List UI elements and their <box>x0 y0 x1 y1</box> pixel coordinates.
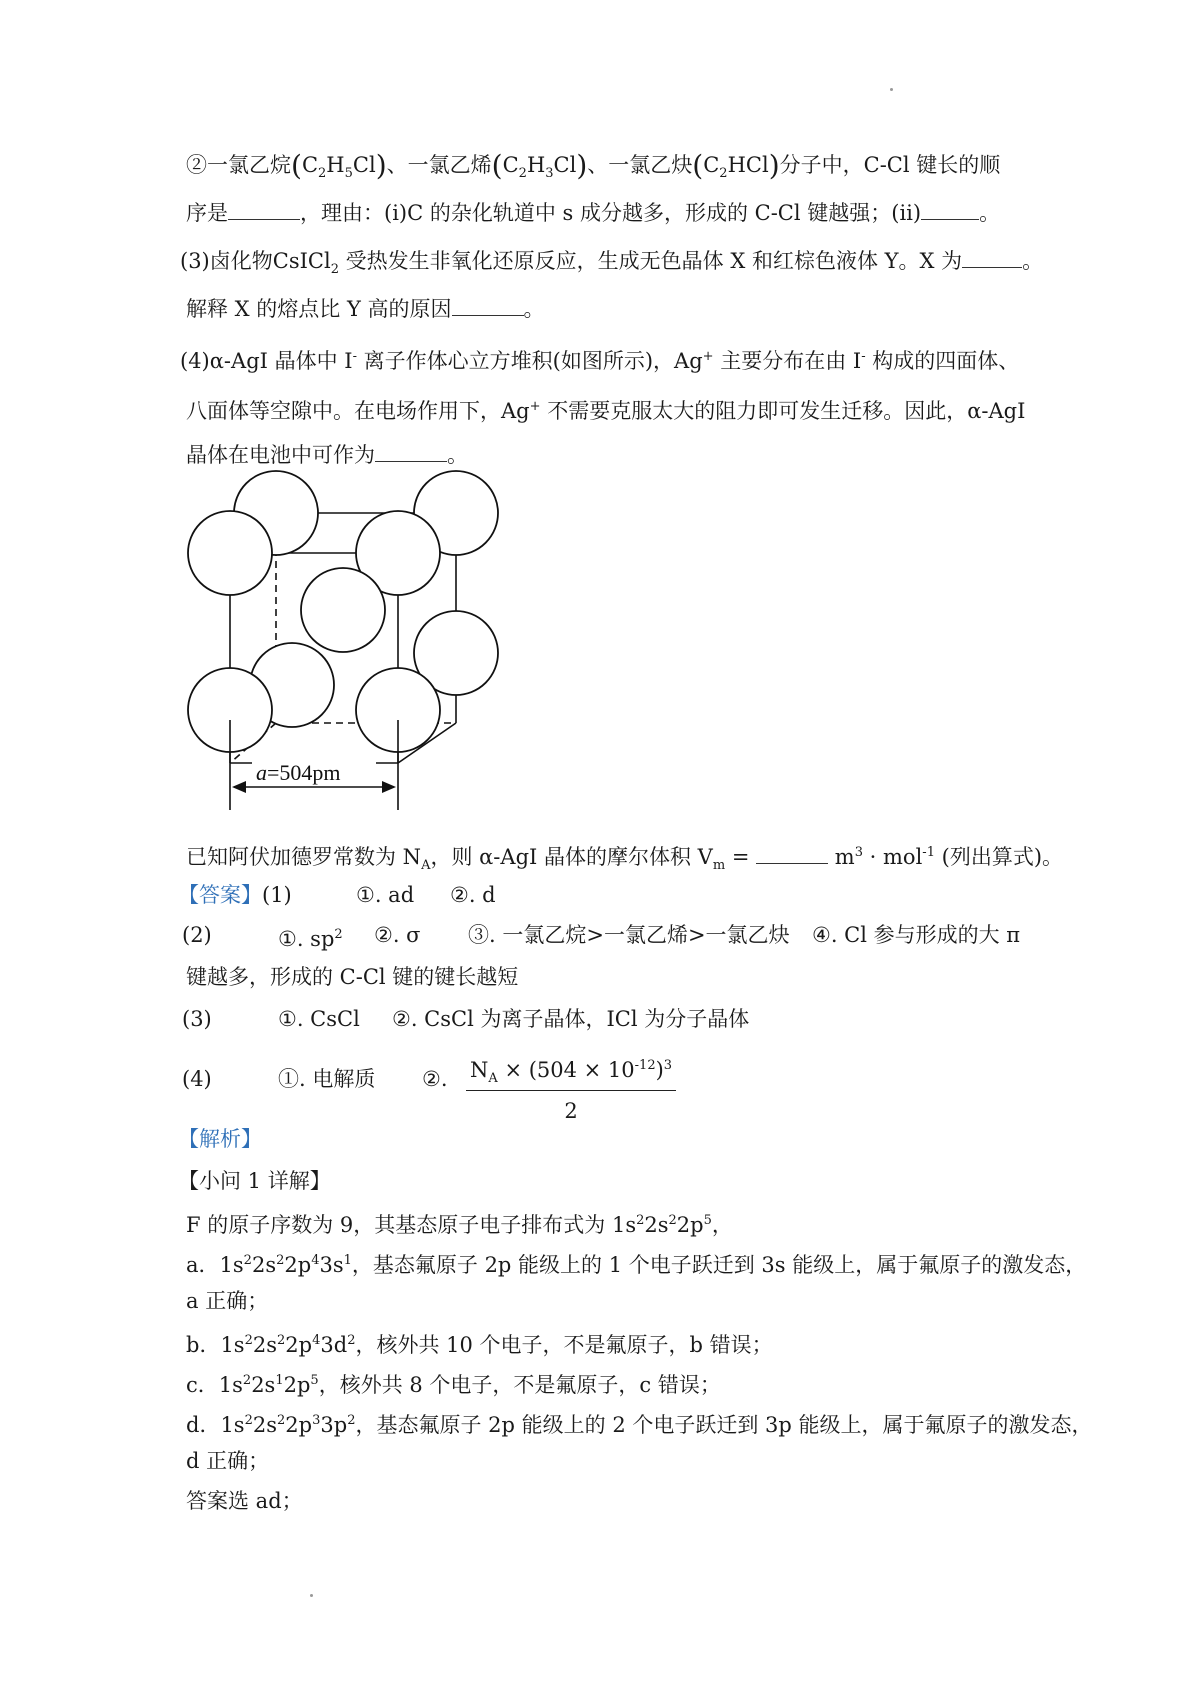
text: 键越多，形成的 C-Cl 键的键长越短 <box>186 965 519 989</box>
text: 、一氯乙炔 <box>587 153 693 177</box>
text: 主要分布在由 <box>713 349 853 373</box>
answer-line-2-cont <box>186 962 518 992</box>
subscript: 2 <box>719 166 728 181</box>
dimension-label: a=504pm <box>256 760 341 785</box>
subscript: 3 <box>545 166 554 181</box>
arrow-right-icon <box>382 781 396 793</box>
text: 键长的顺 <box>909 153 1001 177</box>
question-4-line-1 <box>180 342 1019 376</box>
iodide-ion-center <box>301 568 385 652</box>
formula: H <box>526 153 546 177</box>
answer-blank[interactable] <box>375 443 447 462</box>
answer-blank[interactable] <box>962 249 1022 268</box>
formula: H <box>326 153 345 177</box>
text: 构成的四面体、 <box>865 349 1020 373</box>
formula: C <box>502 153 519 177</box>
subscript: 5 <box>344 166 353 181</box>
text: (1) <box>262 883 292 907</box>
text: 。 <box>1022 249 1044 273</box>
analysis-option-a-cont: a 正确； <box>186 1289 269 1313</box>
analysis-conclusion: 答案选 ad； <box>186 1489 303 1513</box>
scan-dot <box>890 88 893 91</box>
answer-blank[interactable] <box>756 845 828 864</box>
superscript: + <box>529 399 541 414</box>
analysis-option-a: a．$1s^22s^22p^43s^1$，基态氟原子 2p 能级上的 1 个电子跃迁到 3s 能级上，属于氟原子的激发态， <box>186 1253 1087 1277</box>
text: m <box>828 845 855 869</box>
iodide-ion <box>188 511 272 595</box>
subscript: m <box>712 858 726 873</box>
subscript: 2 <box>518 166 527 181</box>
text: ④. Cl 参与形成的大 π <box>812 923 1021 947</box>
question-2-line-1 <box>186 150 1000 189</box>
ion: Ag <box>501 399 530 423</box>
analysis-subheading <box>178 1166 331 1196</box>
text: = <box>725 845 757 869</box>
paren-close: ) <box>768 149 780 182</box>
text: ，则 α-AgI 晶体的摩尔体积 V <box>430 845 713 869</box>
subscript: 2 <box>318 166 327 181</box>
question-3-line-2 <box>186 294 545 324</box>
text: ①. 电解质 <box>278 1067 376 1091</box>
text: 。 <box>523 297 545 321</box>
paren-close: ) <box>576 149 588 182</box>
text: ①. ad <box>356 883 415 907</box>
text: ②. σ <box>374 923 421 947</box>
text: 序是 <box>186 201 228 225</box>
question-2-line-2 <box>186 198 1000 228</box>
paren-open: ( <box>291 149 302 182</box>
text: ②. CsCl 为离子晶体，ICl 为分子晶体 <box>392 1007 750 1031</box>
text: (2) <box>182 923 212 947</box>
subscript: A <box>421 858 431 873</box>
text: 解释 X 的熔点比 Y 高的原因 <box>186 297 452 321</box>
formula: C <box>703 153 720 177</box>
formula: CsICl <box>272 249 331 273</box>
analysis-tag-line <box>178 1124 262 1154</box>
answer-line-4 <box>182 1064 448 1094</box>
text: ②. <box>422 1067 448 1091</box>
answer-line-2 <box>182 920 1042 950</box>
formula: Cl <box>352 153 376 177</box>
paren-close: ) <box>375 149 387 182</box>
analysis-option-b: b．$1s^22s^22p^43d^2$，核外共 10 个电子，不是氟原子，b 错误； <box>186 1333 773 1357</box>
superscript: + <box>702 349 714 364</box>
superscript: 3 <box>854 845 863 860</box>
analysis-line-1: F 的原子序数为 9，其基态原子电子排布式为 $1s^22s^22p^5$， <box>186 1213 733 1237</box>
arrow-left-icon <box>232 781 246 793</box>
crystal-structure-figure <box>180 470 520 820</box>
ion: I <box>344 349 353 373</box>
answer-tag: 【答案】 <box>178 883 262 907</box>
question-3-line-1 <box>180 246 1043 285</box>
text: 。 <box>447 443 468 467</box>
text: ③. 一氯乙烷>一氯乙烯>一氯乙炔 <box>468 923 790 947</box>
text: ①. CsCl <box>278 1007 360 1031</box>
analysis-option-c: c．$1s^22s^12p^5$，核外共 8 个电子，不是氟原子，c 错误； <box>186 1373 721 1397</box>
answer-line-3 <box>182 1004 750 1034</box>
question-4-line-3 <box>186 440 468 470</box>
ion: Ag <box>674 349 703 373</box>
analysis-option-d: d．$1s^22s^22p^33p^2$，基态氟原子 2p 能级上的 2 个电子跃迁到 3p 能级上，属于氟原子的激发态， <box>186 1413 1093 1437</box>
fraction-denominator: 2 <box>564 1099 578 1123</box>
text: (列出算式)。 <box>934 845 1064 869</box>
text: 、一氯乙烯 <box>386 153 492 177</box>
subheading: 【小问 1 详解】 <box>178 1169 331 1193</box>
question-4-line-4 <box>186 838 1063 881</box>
answer-blank[interactable] <box>452 297 524 316</box>
text: ②一氯乙烷 <box>186 153 291 177</box>
text: ①. $sp^2$ <box>278 927 343 951</box>
superscript: - <box>352 349 357 364</box>
text: (3) <box>182 1007 212 1031</box>
text: ，理由：(ⅰ)C 的杂化轨道中 s 成分越多，形成的 C-Cl 键越强；(ⅱ) <box>300 201 922 225</box>
subscript: 2 <box>330 262 339 277</box>
text: ②. d <box>450 883 496 907</box>
paren-open: ( <box>491 149 503 182</box>
ion: I <box>852 349 862 373</box>
answer-line-1 <box>178 880 496 910</box>
text: (4) <box>182 1067 212 1091</box>
text: 不需要克服太大的阻力即可发生迁移。因此，α-AgI <box>540 399 1026 423</box>
text: 分子中， <box>779 153 864 177</box>
question-4-line-2 <box>186 392 1025 426</box>
text: · mol <box>862 845 923 869</box>
scan-dot <box>310 1594 313 1597</box>
text: 已知阿伏加德罗常数为 N <box>186 845 422 869</box>
answer-blank[interactable] <box>921 201 979 220</box>
analysis-option-d-cont: d 正确； <box>186 1449 270 1473</box>
text: C-Cl <box>863 153 910 177</box>
formula: C <box>301 153 319 177</box>
text: 离子作体心立方堆积(如图所示)， <box>356 349 675 373</box>
answer-blank[interactable] <box>228 201 300 220</box>
text: 晶体在电池中可作为 <box>186 443 375 467</box>
text: (3)卤化物 <box>180 249 273 273</box>
fraction-numerator: $N_A \times (504 \times 10^{-12})^3$ <box>466 1058 676 1091</box>
superscript: -1 <box>922 845 935 860</box>
text: 受热发生非氧化还原反应，生成无色晶体 X 和红棕色液体 Y。X 为 <box>338 249 963 273</box>
analysis-tag: 【解析】 <box>178 1127 262 1151</box>
text: 。 <box>979 201 1001 225</box>
paren-open: ( <box>692 149 704 182</box>
text: (4)α-AgI 晶体中 <box>180 349 345 373</box>
molar-volume-fraction <box>466 1058 676 1123</box>
superscript: - <box>861 349 866 364</box>
text: 八面体等空隙中。在电场作用下， <box>186 399 501 423</box>
formula: Cl <box>553 153 577 177</box>
formula: HCl <box>727 153 769 177</box>
